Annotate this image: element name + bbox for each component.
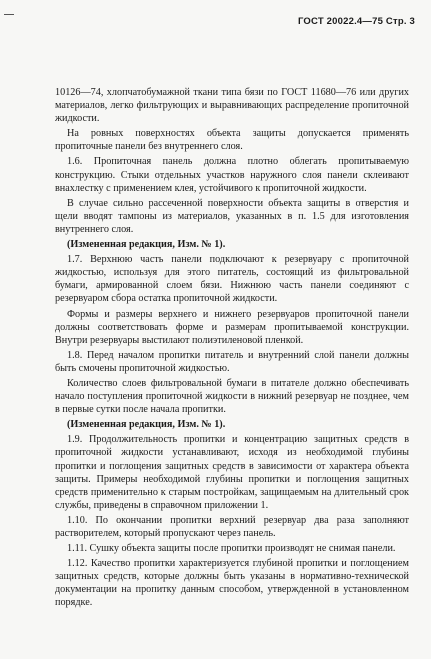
paragraph-continuation: 10126—74, хлопчатобумажной ткани типа бязи по ГОСТ 11680—76 или других материалов, легко фильтрующих и выравнивающих распределение пропиточной жидкости. xyxy=(55,87,409,125)
paragraph: На ровных поверхностях объекта защиты допускается применять пропиточные панели без внутреннего слоя. xyxy=(55,128,409,153)
paragraph-1-11: 1.11. Сушку объекта защиты после пропитки производят не снимая панели. xyxy=(67,543,396,555)
amendment-note: (Измененная редакция, Изм. № 1). xyxy=(67,239,226,251)
paragraph-1-6: 1.6. Пропиточная панель должна плотно облегать пропитываемую конструкцию. Стыки отдельных участков наружного слоя панели склеивают внахлестку с применением клея, устойчивого к пропиточной жидкости. xyxy=(55,156,409,194)
paragraph: Количество слоев фильтровальной бумаги в питателе должно обеспечивать начало поступления пропиточной жидкости в нижний резервуар не позднее, чем в первые сутки после начала пропитки. xyxy=(55,377,409,416)
paragraph-1-9: 1.9. Продолжительность пропитки и концентрацию защитных средств в пропиточной жидкости устанавливают, исходя из необходимой глубины пропитки и поглощения защитных средств в зависимости от характера объекта защиты. Примеры необходимой глубины пропитки и поглощения защитных средств применительно к старым постройкам, защищаемым на длительный срок службы, приведены в справочном приложении 1. xyxy=(55,434,409,511)
document-body xyxy=(55,86,409,610)
paragraph: В случае сильно рассеченной поверхности объекта защиты в отверстия и щели вводят тампоны из материалов, указанных в п. 1.5 для изготовления внутреннего слоя. xyxy=(55,197,409,235)
paragraph-1-7: 1.7. Верхнюю часть панели подключают к резервуару с пропиточной жидкостью, используя для этого питатель, состоящий из фильтровальной бумаги, армированной слоем бязи. Нижнюю часть панели соединяют с резервуаром сбора остатка пропиточной жидкости. xyxy=(55,254,409,305)
page-header: ГОСТ 20022.4—75 Стр. 3 xyxy=(297,16,415,27)
amendment-note: (Измененная редакция, Изм. № 1). xyxy=(67,419,226,431)
paragraph-1-12: 1.12. Качество пропитки характеризуется глубиной пропитки и поглощением защитных средств, которые должны быть указаны в нормативно-технической документации на пропитку данным способом, утвержденной в установленном порядке. xyxy=(55,558,409,609)
corner-mark xyxy=(4,14,14,15)
paragraph-1-10: 1.10. По окончании пропитки верхний резервуар два раза заполняют растворителем, который пропускают через панель. xyxy=(55,514,409,539)
paragraph-1-8: 1.8. Перед началом пропитки питатель и внутренний слой панели должны быть смочены пропиточной жидкостью. xyxy=(55,349,409,374)
paragraph: Формы и размеры верхнего и нижнего резервуаров пропиточной панели должны соответствовать форме и размерам пропитываемой конструкции. Внутри резервуары выстилают полиэтиленовой пленкой. xyxy=(55,308,409,346)
